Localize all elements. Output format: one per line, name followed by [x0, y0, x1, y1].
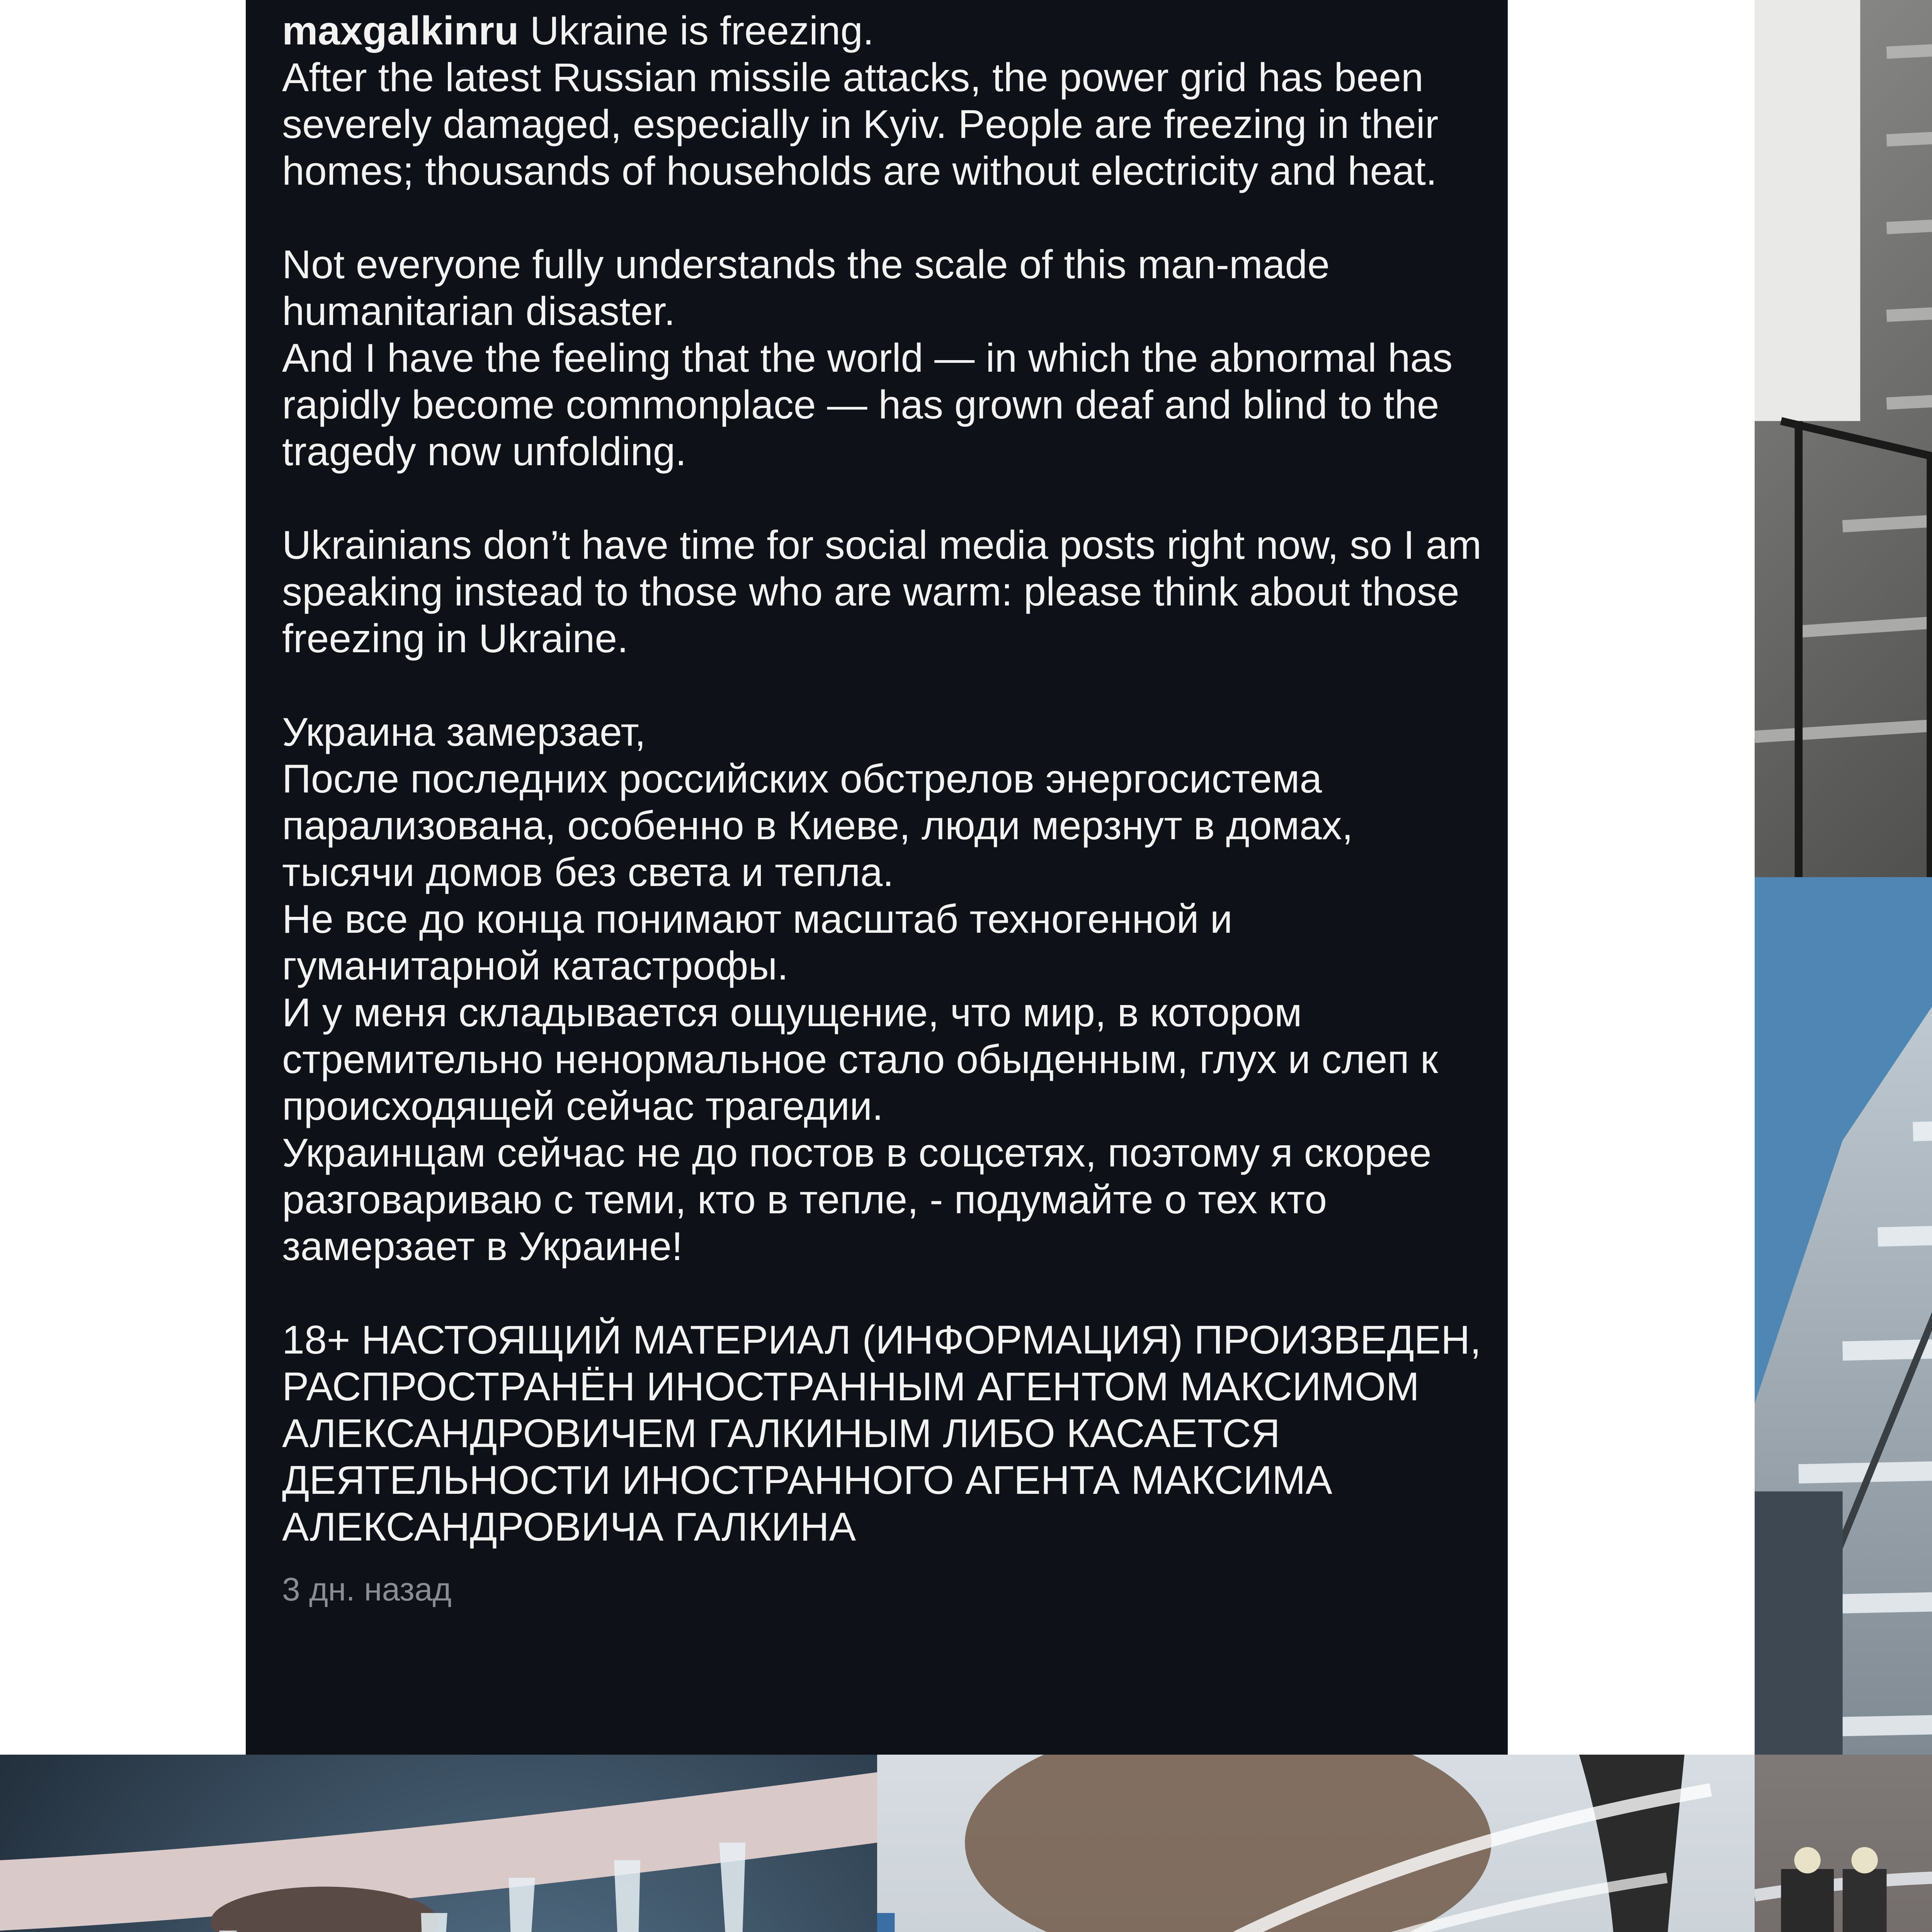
- caption-ru-paragraph-2: После последних российских обстрелов энергосистема парализована, особенно в Киеве, люди мерзнут в домах, тысячи домов без света и тепла.: [282, 757, 1353, 895]
- caption-ru-paragraph-4: И у меня складывается ощущение, что мир, в котором стремительно ненормальное стало обыденным, глух и слеп к происходящей сейчас трагедии.: [282, 990, 1438, 1129]
- post-timestamp[interactable]: 3 дн. назад: [282, 1571, 452, 1607]
- caption-en-paragraph-4: Ukrainians don’t have time for social media posts right now, so I am speaking instead to those who are warm: please think about those freezing in Ukraine.: [282, 523, 1482, 661]
- caption-ru-paragraph-3: Не все до конца понимают масштаб техногенной и гуманитарной катастрофы.: [282, 897, 1233, 988]
- post-caption-panel: [246, 0, 1508, 1755]
- caption-en-paragraph-2: Not everyone fully understands the scale of this man-made humanitarian disaster.: [282, 242, 1330, 334]
- photo-icy-stairs[interactable]: [1755, 877, 1932, 1755]
- photo-firefighters-street[interactable]: [877, 1755, 1755, 1932]
- caption-title: Ukraine is freezing.: [519, 9, 874, 53]
- caption-en-paragraph-3: And I have the feeling that the world — in which the abnormal has rapidly become commonplace — has grown deaf and blind to the tragedy now unfolding.: [282, 336, 1453, 474]
- username[interactable]: maxgalkinru: [282, 9, 519, 53]
- photo-frozen-pipe[interactable]: [0, 1755, 877, 1932]
- caption-ru-paragraph-5: Украинцам сейчас не до постов в соцсетях, поэтому я скорее разговариваю с теми, кто в тепле, - подумайте о тех кто замерзает в Украине!: [282, 1131, 1432, 1269]
- caption-heading: [282, 8, 1492, 54]
- caption-text-block: [282, 8, 1492, 1613]
- caption-en-paragraph-1: After the latest Russian missile attacks, the power grid has been severely damaged, especially in Kyiv. People are freezing in their homes; thousands of households are without electricity and heat.: [282, 55, 1439, 194]
- foreign-agent-notice: 18+ НАСТОЯЩИЙ МАТЕРИАЛ (ИНФОРМАЦИЯ) ПРОИЗВЕДЕН, РАСПРОСТРАНЁН ИНОСТРАННЫМ АГЕНТОМ МАКСИМОМ АЛЕКСАНДРОВИЧЕМ ГАЛКИНЫМ ЛИБО КАСАЕТСЯ ДЕЯТЕЛЬНОСТИ ИНОСТРАННОГО АГЕНТА МАКСИМА АЛЕКСАНДРОВИЧА ГАЛКИНА: [282, 1318, 1481, 1549]
- photo-burned-car[interactable]: [1755, 1755, 1932, 1932]
- photo-frozen-stairwell[interactable]: [1755, 0, 1932, 877]
- caption-ru-paragraph-1: Украина замерзает,: [282, 710, 646, 755]
